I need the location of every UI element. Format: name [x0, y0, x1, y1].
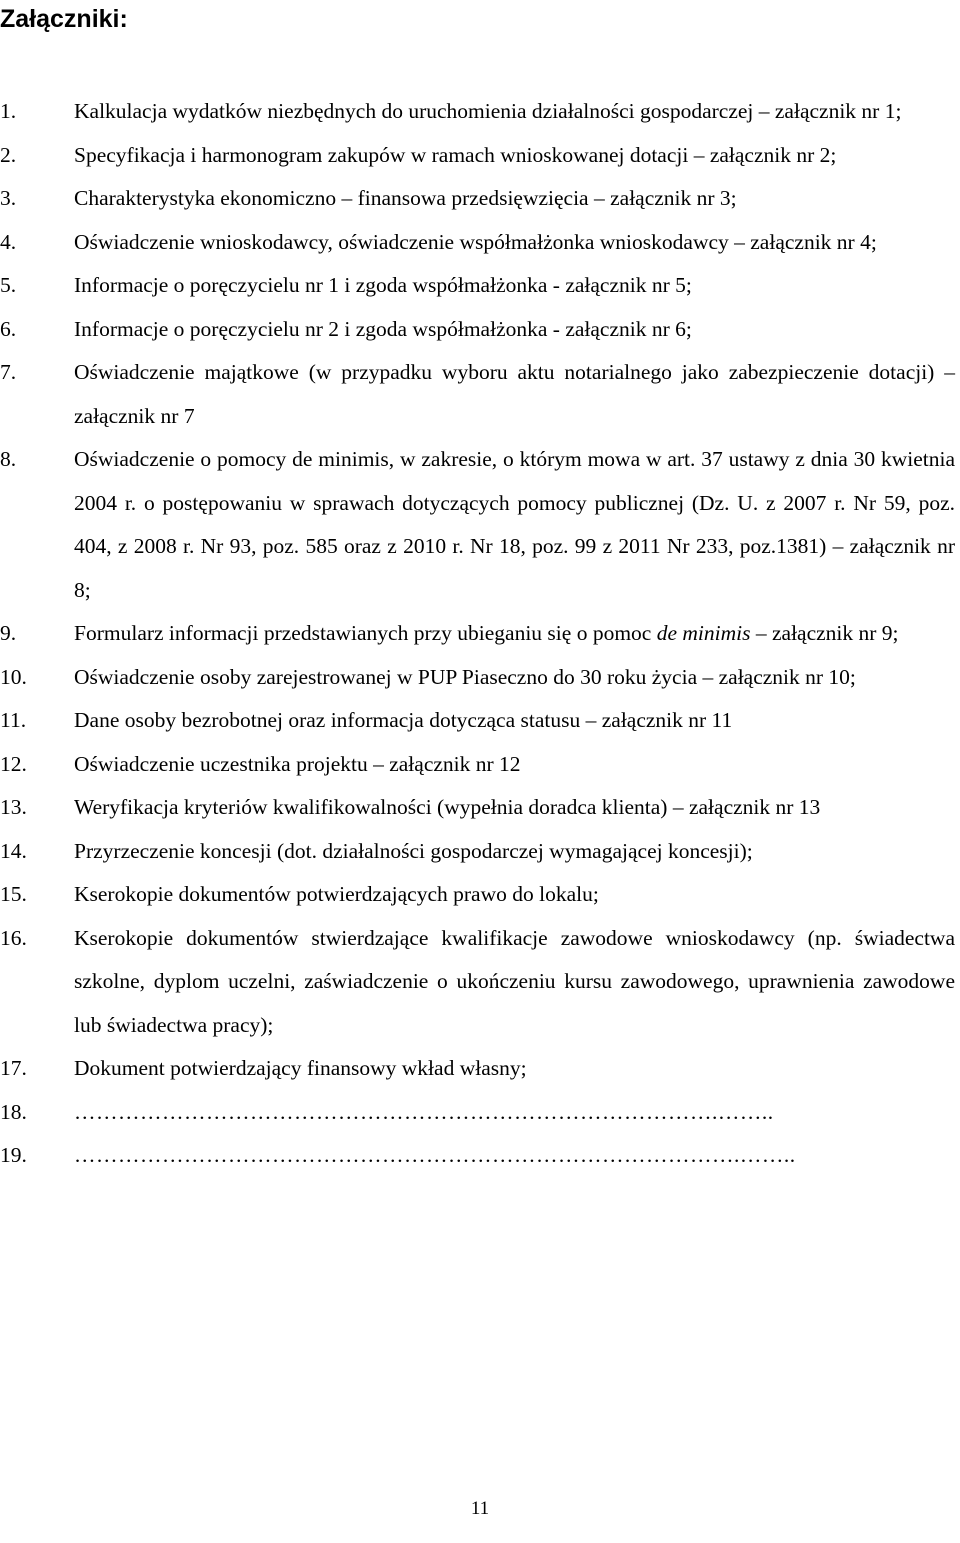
item-placeholder-dots: ……………………………………………………………………………….…….. — [74, 1143, 796, 1167]
list-item — [0, 612, 955, 656]
item-text: Informacje o poręczycielu nr 1 i zgoda współmałżonka - załącznik nr 5; — [74, 273, 692, 297]
item-number: 13. — [0, 795, 27, 819]
attachments-list — [0, 90, 955, 1178]
list-item — [0, 1091, 955, 1135]
item-text: Specyfikacja i harmonogram zakupów w ramach wnioskowanej dotacji – załącznik nr 2; — [74, 142, 837, 167]
item-number: 19. — [0, 1143, 27, 1167]
item-text — [74, 612, 955, 656]
item-text: Informacje o poręczycielu nr 2 i zgoda współmałżonka - załącznik nr 6; — [74, 316, 692, 341]
list-item — [0, 177, 955, 221]
list-item — [0, 221, 955, 265]
list-item — [0, 308, 955, 352]
item-number: 15. — [0, 882, 27, 906]
list-item — [0, 264, 955, 308]
list-item — [0, 873, 955, 917]
list-item — [0, 656, 955, 700]
item-placeholder-dots: …………………………………………………………………………….…….. — [74, 1099, 774, 1124]
item-number: 9. — [0, 621, 17, 645]
item-text: Kserokopie dokumentów potwierdzających prawo do lokalu; — [74, 882, 599, 906]
item-text: Oświadczenie osoby zarejestrowanej w PUP Piaseczno do 30 roku życia – załącznik nr 10; — [74, 664, 856, 689]
item-text: Oświadczenie majątkowe (w przypadku wyboru aktu notarialnego jako zabezpieczenie dotacji) – załącznik nr 7 — [74, 360, 955, 428]
item-text: Dokument potwierdzający finansowy wkład własny; — [74, 1056, 527, 1080]
item-text: Dane osoby bezrobotnej oraz informacja dotycząca statusu – załącznik nr 11 — [74, 708, 733, 732]
item-text: Charakterystyka ekonomiczno – finansowa przedsięwzięcia – załącznik nr 3; — [74, 186, 737, 210]
list-item — [0, 786, 955, 830]
item-number: 18. — [0, 1099, 27, 1124]
list-item — [0, 699, 955, 743]
item-number: 8. — [0, 447, 17, 471]
item-text: Przyrzeczenie koncesji (dot. działalności gospodarczej wymagającej koncesji); — [74, 838, 753, 863]
list-item — [0, 1047, 955, 1091]
item-number: 17. — [0, 1056, 27, 1080]
item-text: Weryfikacja kryteriów kwalifikowalności (wypełnia doradca klienta) – załącznik nr 13 — [74, 795, 821, 819]
item-text-after: – załącznik nr 9; — [750, 621, 899, 645]
item-number: 16. — [0, 925, 27, 950]
list-item — [0, 351, 955, 438]
item-number: 6. — [0, 316, 17, 341]
list-item — [0, 830, 955, 874]
list-item — [0, 134, 955, 178]
item-number: 10. — [0, 664, 27, 689]
item-number: 4. — [0, 229, 17, 254]
list-item — [0, 90, 955, 134]
item-text: Oświadczenie uczestnika projektu – załącznik nr 12 — [74, 751, 521, 776]
item-number: 12. — [0, 751, 27, 776]
item-number: 14. — [0, 838, 27, 863]
item-text: Oświadczenie wnioskodawcy, oświadczenie współmałżonka wnioskodawcy – załącznik nr 4; — [74, 229, 877, 254]
item-text: Kalkulacja wydatków niezbędnych do uruchomienia działalności gospodarczej – załącznik nr 1; — [74, 99, 902, 123]
item-number: 1. — [0, 99, 17, 123]
item-text: Oświadczenie o pomocy de minimis, w zakresie, o którym mowa w art. 37 ustawy z dnia 30 kwietnia 2004 r. o postępowaniu w sprawach dotyczących pomocy publicznej (Dz. U. z 2007 r. Nr 59, poz. 404, z 2008 r. Nr 93, poz. 585 oraz z 2010 r. Nr 18, poz. 99 z 2011 Nr 233, poz.1381) – załącznik nr 8; — [74, 447, 955, 602]
list-item — [0, 743, 955, 787]
item-text: Kserokopie dokumentów stwierdzające kwalifikacje zawodowe wnioskodawcy (np. świadectwa szkolne, dyplom uczelni, zaświadczenie o ukończeniu kursu zawodowego, uprawnienia zawodowe lub świadectwa pracy); — [74, 925, 955, 1037]
item-text-before: Formularz informacji przedstawianych przy ubieganiu się o pomoc — [74, 621, 657, 645]
item-text-italic: de minimis — [656, 621, 751, 645]
list-item — [0, 438, 955, 612]
item-number: 2. — [0, 142, 17, 167]
list-item — [0, 1134, 955, 1178]
list-item — [0, 917, 955, 1048]
item-number: 3. — [0, 186, 17, 210]
item-number: 7. — [0, 360, 17, 384]
item-number: 5. — [0, 273, 17, 297]
page-heading: Załączniki: — [0, 5, 128, 33]
item-number: 11. — [0, 708, 27, 732]
page-number: 11 — [470, 1498, 490, 1519]
